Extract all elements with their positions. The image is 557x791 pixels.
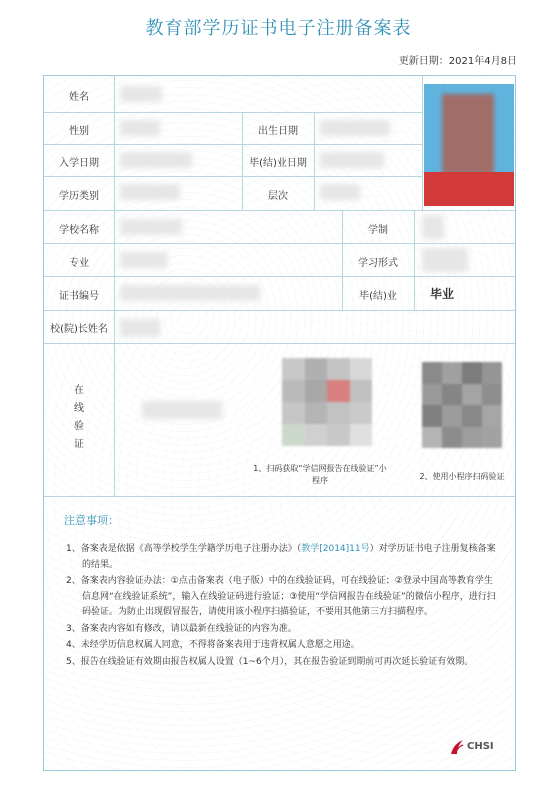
grid-line [114,76,115,496]
qr-caption-2: 2、使用小程序扫码验证 [419,472,505,481]
label-entry-date: 入学日期 [59,158,99,169]
photo-face [442,94,494,174]
notice-list [66,542,498,671]
grid-line [314,112,315,210]
label-gender: 性别 [69,126,89,137]
student-photo [424,84,514,206]
label-school: 学校名称 [59,225,99,236]
notice-text: 2、备案表内容验证办法：①点击备案表（电子版）中的在线验证码，可在线验证；②登录中国高等教育学生信息网“在线验证系统”，输入在线验证码进行验证；③使用“学信网报告在线验证”的微信小程序，进行扫码验证。为防止出现假冒报告，请使用该小程序扫描验证，不要用其他第三方扫描程序。 [66,576,496,617]
chsi-logo [449,738,499,756]
redacted-major [120,252,168,268]
redacted-cert-no [120,285,260,301]
label-degree-type: 学历类别 [59,191,99,202]
label-cert-no: 证书编号 [59,291,99,302]
miniprogram-qr-code[interactable] [282,358,372,446]
redacted-entry-date [120,152,192,168]
grid-line [44,112,422,113]
notice-item [66,638,498,654]
label-schooling: 学制 [368,225,388,236]
redacted-president [120,319,160,337]
grid-line [422,76,423,210]
redacted-schooling [422,215,444,239]
label-birth-date: 出生日期 [258,126,298,137]
value-grad-status: 毕业 [429,287,454,301]
notice-item [66,655,498,671]
photo-body [424,172,514,206]
verify-qr-code[interactable] [422,362,502,448]
verify-char: 证 [74,439,84,450]
label-study-form: 学习形式 [358,258,398,269]
redacted-degree-type [120,184,180,200]
label-president: 校(院)长姓名 [50,324,108,335]
redacted-name [120,86,162,102]
redacted-level [320,184,360,200]
online-verify-label [44,382,114,454]
label-name: 姓名 [69,92,89,103]
label-major: 专业 [69,258,89,269]
redacted-gender [120,120,160,136]
notice-text: 4、未经学历信息权属人同意，不得将备案表用于违背权属人意愿之用途。 [66,640,360,650]
label-grad-date: 毕(结)业日期 [249,158,307,169]
logo-text: CHSI [467,741,494,752]
notice-item [66,542,498,573]
notice-text: 5、报告在线验证有效期由报告权属人设置（1~6个月），其在报告验证到期前可再次延长验证有效期。 [66,656,474,667]
label-grad-status: 毕(结)业 [359,291,397,302]
verify-char: 验 [74,421,84,432]
redacted-grad-date [320,152,384,168]
regulation-link[interactable]: 教学[2014]11号 [301,544,370,554]
record-sheet [43,75,516,771]
verify-char: 线 [74,403,84,414]
redacted-verify-code [142,401,222,419]
notice-text: 3、备案表内容如有修改，请以最新在线验证的内容为准。 [66,623,297,634]
notice-title: 注意事项： [64,514,119,527]
update-date: 更新日期：2021年4月8日 [398,56,517,67]
notice-item [66,574,498,621]
redacted-birth-date [320,120,390,136]
notice-text: ）对学历证书电子注册复核备案的结果。 [82,544,496,570]
redacted-study-form [422,248,468,272]
verify-char: 在 [74,385,84,396]
qr-caption-1: 1、扫码获取“学信网报告在线验证”小程序 [253,464,387,485]
notice-item [66,622,498,638]
grid-line [44,496,516,497]
label-level: 层次 [268,191,288,202]
redacted-school [120,219,182,235]
grid-line [44,176,422,177]
page-title: 教育部学历证书电子注册备案表 [145,18,412,39]
notice-text: 1、备案表是依据《高等学校学生学籍学历电子注册办法》（ [66,544,302,554]
grid-line [414,210,415,310]
grid-line [44,144,422,145]
